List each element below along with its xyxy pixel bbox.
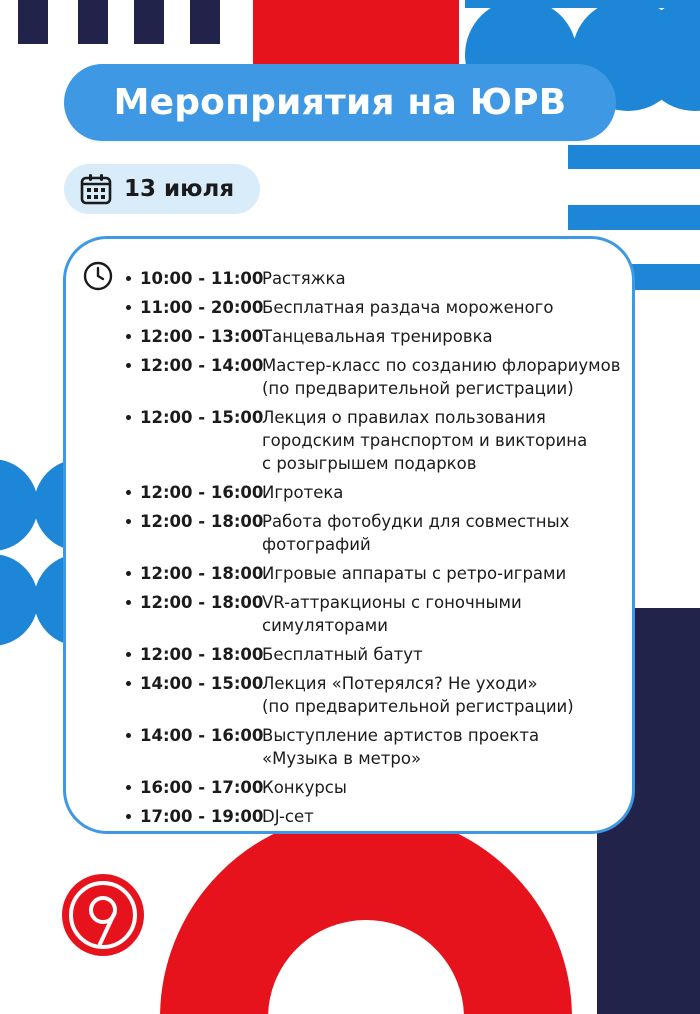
- schedule-card: [63, 236, 635, 834]
- date-badge: [64, 164, 260, 214]
- event-time: 12:00 - 16:00: [140, 483, 264, 502]
- event-description: «Музыка в метро»: [262, 749, 422, 768]
- navy-stripe: [18, 0, 48, 44]
- event-description: Работа фотобудки для совместных: [262, 512, 570, 531]
- event-time: 12:00 - 15:00: [140, 408, 264, 427]
- event-time: 11:00 - 20:00: [140, 298, 264, 317]
- event-description: Бесплатная раздача мороженого: [262, 298, 554, 317]
- event-description: Танцевальная тренировка: [262, 327, 493, 346]
- schedule-item: [124, 296, 634, 319]
- event-time: 10:00 - 11:00: [140, 269, 264, 288]
- blue-stripe: [568, 205, 700, 230]
- event-time: 16:00 - 17:00: [140, 778, 264, 797]
- blue-strip: [465, 0, 700, 8]
- event-description: Выступление артистов проекта: [262, 726, 540, 745]
- event-description: Игровые аппараты с ретро-играми: [262, 564, 567, 583]
- event-description: (по предварительной регистрации): [262, 379, 574, 398]
- red-ring: [214, 866, 518, 1014]
- schedule-item: [124, 481, 634, 504]
- moscow-day-logo: [62, 874, 144, 956]
- event-time: 12:00 - 18:00: [140, 512, 264, 531]
- page-title: Мероприятия на ЮРВ: [113, 82, 567, 123]
- schedule-item: [124, 267, 634, 290]
- navy-stripe: [190, 0, 220, 44]
- schedule-item: [124, 643, 634, 666]
- event-description: Лекция «Потерялся? Не уходи»: [262, 674, 538, 693]
- schedule-item: [124, 325, 634, 348]
- schedule-item: [124, 510, 634, 556]
- schedule-item: [124, 776, 634, 799]
- event-time: 12:00 - 18:00: [140, 564, 264, 583]
- event-time: 14:00 - 16:00: [140, 726, 264, 745]
- schedule-item: [124, 724, 634, 770]
- navy-stripe: [78, 0, 108, 44]
- blue-stripe: [568, 145, 700, 169]
- event-description: Растяжка: [262, 269, 346, 288]
- event-description: VR-аттракционы с гоночными: [262, 593, 522, 612]
- event-description: с розыгрышем подарков: [262, 454, 477, 473]
- calendar-icon: [80, 173, 112, 205]
- event-description: Бесплатный батут: [262, 645, 423, 664]
- event-time: 12:00 - 18:00: [140, 593, 264, 612]
- schedule-item: [124, 562, 634, 585]
- event-description: фотографий: [262, 535, 371, 554]
- event-time: 12:00 - 13:00: [140, 327, 264, 346]
- event-time: 14:00 - 15:00: [140, 674, 264, 693]
- schedule-list: [124, 267, 634, 834]
- event-description: Мастер-класс по созданию флорариумов: [262, 356, 621, 375]
- schedule-item: [124, 354, 634, 400]
- event-description: Конкурсы: [262, 778, 347, 797]
- clock-icon: [83, 261, 113, 291]
- schedule-item: [124, 591, 634, 637]
- event-description: Игротека: [262, 483, 344, 502]
- date-label: 13 июля: [124, 176, 235, 202]
- navy-stripe: [134, 0, 164, 44]
- event-description: Лекция о правилах пользования: [262, 408, 546, 427]
- event-time: 12:00 - 14:00: [140, 356, 264, 375]
- event-description: (по предварительной регистрации): [262, 697, 574, 716]
- event-time: 17:00 - 19:00: [140, 807, 264, 826]
- event-description: DJ-сет: [262, 807, 314, 826]
- schedule-item: [124, 805, 634, 828]
- schedule-item: [124, 672, 634, 718]
- event-time: 12:00 - 18:00: [140, 645, 264, 664]
- red-block: [253, 0, 459, 68]
- blue-circle: [0, 554, 38, 646]
- schedule-item: [124, 406, 634, 475]
- blue-circle: [0, 459, 38, 551]
- title-banner: [64, 64, 616, 141]
- event-description: симуляторами: [262, 616, 388, 635]
- event-description: городским транспортом и викторина: [262, 431, 588, 450]
